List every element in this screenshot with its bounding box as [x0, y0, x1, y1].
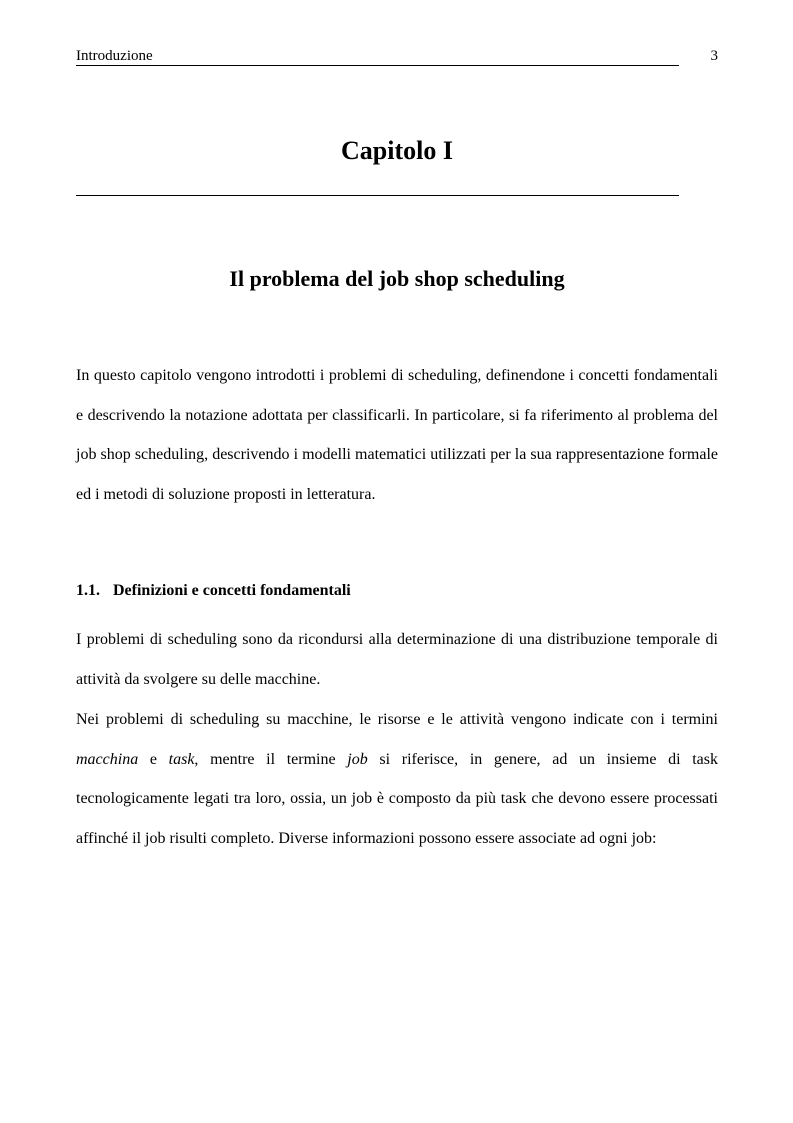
header-title: Introduzione [76, 48, 153, 64]
chapter-rule [76, 195, 679, 196]
term-task: task [168, 750, 195, 768]
page-number: 3 [710, 48, 718, 64]
para2-text-2: e [138, 750, 169, 768]
header-rule [76, 65, 679, 66]
section-number: 1.1. [76, 582, 100, 599]
para2-text-4: si riferisce, in genere, ad un insieme di task tecnologicamente legati tra loro, ossia, un job è composto da più task che devono essere processati affinché il job risulti completo. Diverse informazioni possono essere associate ad ogni job: [76, 750, 718, 847]
chapter-title: Il problema del job shop scheduling [229, 266, 565, 291]
running-header [76, 48, 718, 68]
section-paragraph-1: I problemi di scheduling sono da ricondursi alla determinazione di una distribuzione temporale di attività da svolgere su delle macchine. [76, 631, 718, 688]
term-macchina: macchina [76, 750, 139, 768]
para2-text-3: , mentre il termine [194, 750, 348, 768]
para2-text-1: Nei problemi di scheduling su macchine, le risorse e le attività vengono indicate con i termini [76, 711, 718, 728]
term-job: job [347, 750, 368, 768]
section-title: Definizioni e concetti fondamentali [113, 582, 351, 599]
intro-paragraph: In questo capitolo vengono introdotti i problemi di scheduling, definendone i concetti fondamentali e descrivendo la notazione adottata per classificarli. In particolare, si fa riferimento al problema del job shop scheduling, descrivendo i modelli matematici utilizzati per la sua rappresentazione formale ed i metodi di soluzione proposti in letteratura. [76, 367, 718, 503]
chapter-label: Capitolo I [341, 136, 453, 165]
section-heading [76, 580, 351, 602]
section-paragraph-2 [76, 700, 718, 858]
